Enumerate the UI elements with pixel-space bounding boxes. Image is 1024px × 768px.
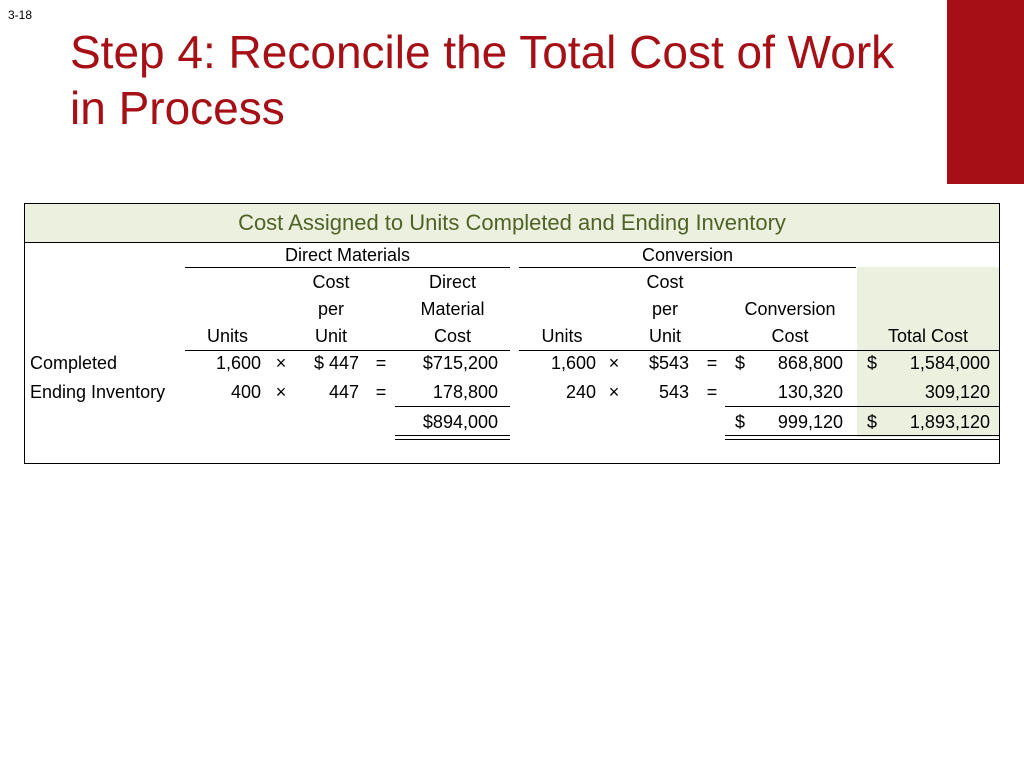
completed-times-cv: × <box>608 353 620 373</box>
dm-cost-double-underline <box>395 435 510 440</box>
ending-equals-cv: = <box>706 382 718 402</box>
col-head-dm-rate-1: Cost <box>312 272 350 292</box>
table-header: Cost Assigned to Units Completed and Ending Inventory <box>25 204 999 243</box>
completed-cv-rate: $543 <box>648 353 689 373</box>
col-head-dm-rate-2: per <box>317 299 344 319</box>
dm-cost-subtotal-line <box>395 406 510 407</box>
col-head-cv-rate-1: Cost <box>646 272 684 292</box>
grand-total: 1,893,120 <box>909 412 990 432</box>
completed-total-sign: $ <box>867 353 878 373</box>
ending-times-dm: × <box>275 382 287 402</box>
col-head-cv-cost-1: Conversion <box>744 299 836 319</box>
completed-times-dm: × <box>275 353 287 373</box>
completed-equals-dm: = <box>375 353 387 373</box>
ending-equals-dm: = <box>375 382 387 402</box>
header-underline-dm <box>185 350 510 351</box>
group-underline-conv <box>519 267 856 268</box>
col-head-dm-cost-1: Direct <box>428 272 476 292</box>
ending-dm-rate: 447 <box>328 382 359 402</box>
col-head-cv-units: Units <box>541 326 583 346</box>
group-conversion: Conversion <box>641 245 734 265</box>
cv-total-subtotal-line <box>725 406 999 407</box>
group-direct-materials: Direct Materials <box>284 245 411 265</box>
cv-total-double-underline <box>725 435 999 440</box>
col-head-cv-rate-2: per <box>651 299 678 319</box>
ending-dm-units: 400 <box>230 382 261 402</box>
completed-equals-cv: = <box>706 353 718 373</box>
col-head-total-cost: Total Cost <box>887 326 969 346</box>
ending-total: 309,120 <box>924 382 990 402</box>
completed-dm-units: 1,600 <box>215 353 261 373</box>
ending-dm-cost: 178,800 <box>432 382 498 402</box>
accent-bar <box>947 0 1024 184</box>
row-label-ending-inventory: Ending Inventory <box>30 382 166 402</box>
completed-dm-cost: $715,200 <box>422 353 498 373</box>
slide-number: 3-18 <box>8 8 33 22</box>
col-head-cv-rate-3: Unit <box>648 326 681 346</box>
total-dm-cost: $894,000 <box>422 412 498 432</box>
completed-cv-cost-sign: $ <box>735 353 746 373</box>
completed-total: 1,584,000 <box>909 353 990 373</box>
total-cv-cost: 999,120 <box>777 412 843 432</box>
col-head-dm-cost-2: Material <box>420 299 485 319</box>
group-underline-dm <box>185 267 510 268</box>
col-head-cv-cost-2: Cost <box>771 326 809 346</box>
ending-cv-rate: 543 <box>658 382 689 402</box>
ending-times-cv: × <box>608 382 620 402</box>
slide-title: Step 4: Reconcile the Total Cost of Work in Process <box>70 26 895 134</box>
cost-assignment-table <box>24 203 1000 464</box>
header-underline-conv <box>519 350 999 351</box>
ending-cv-cost: 130,320 <box>777 382 843 402</box>
completed-dm-rate: $ 447 <box>313 353 359 373</box>
col-head-dm-units: Units <box>206 326 248 346</box>
row-label-completed: Completed <box>30 353 118 373</box>
col-head-dm-cost-3: Cost <box>433 326 471 346</box>
grand-total-sign: $ <box>867 412 878 432</box>
col-head-dm-rate-3: Unit <box>314 326 347 346</box>
total-cv-cost-sign: $ <box>735 412 746 432</box>
completed-cv-units: 1,600 <box>550 353 596 373</box>
completed-cv-cost: 868,800 <box>777 353 843 373</box>
ending-cv-units: 240 <box>565 382 596 402</box>
